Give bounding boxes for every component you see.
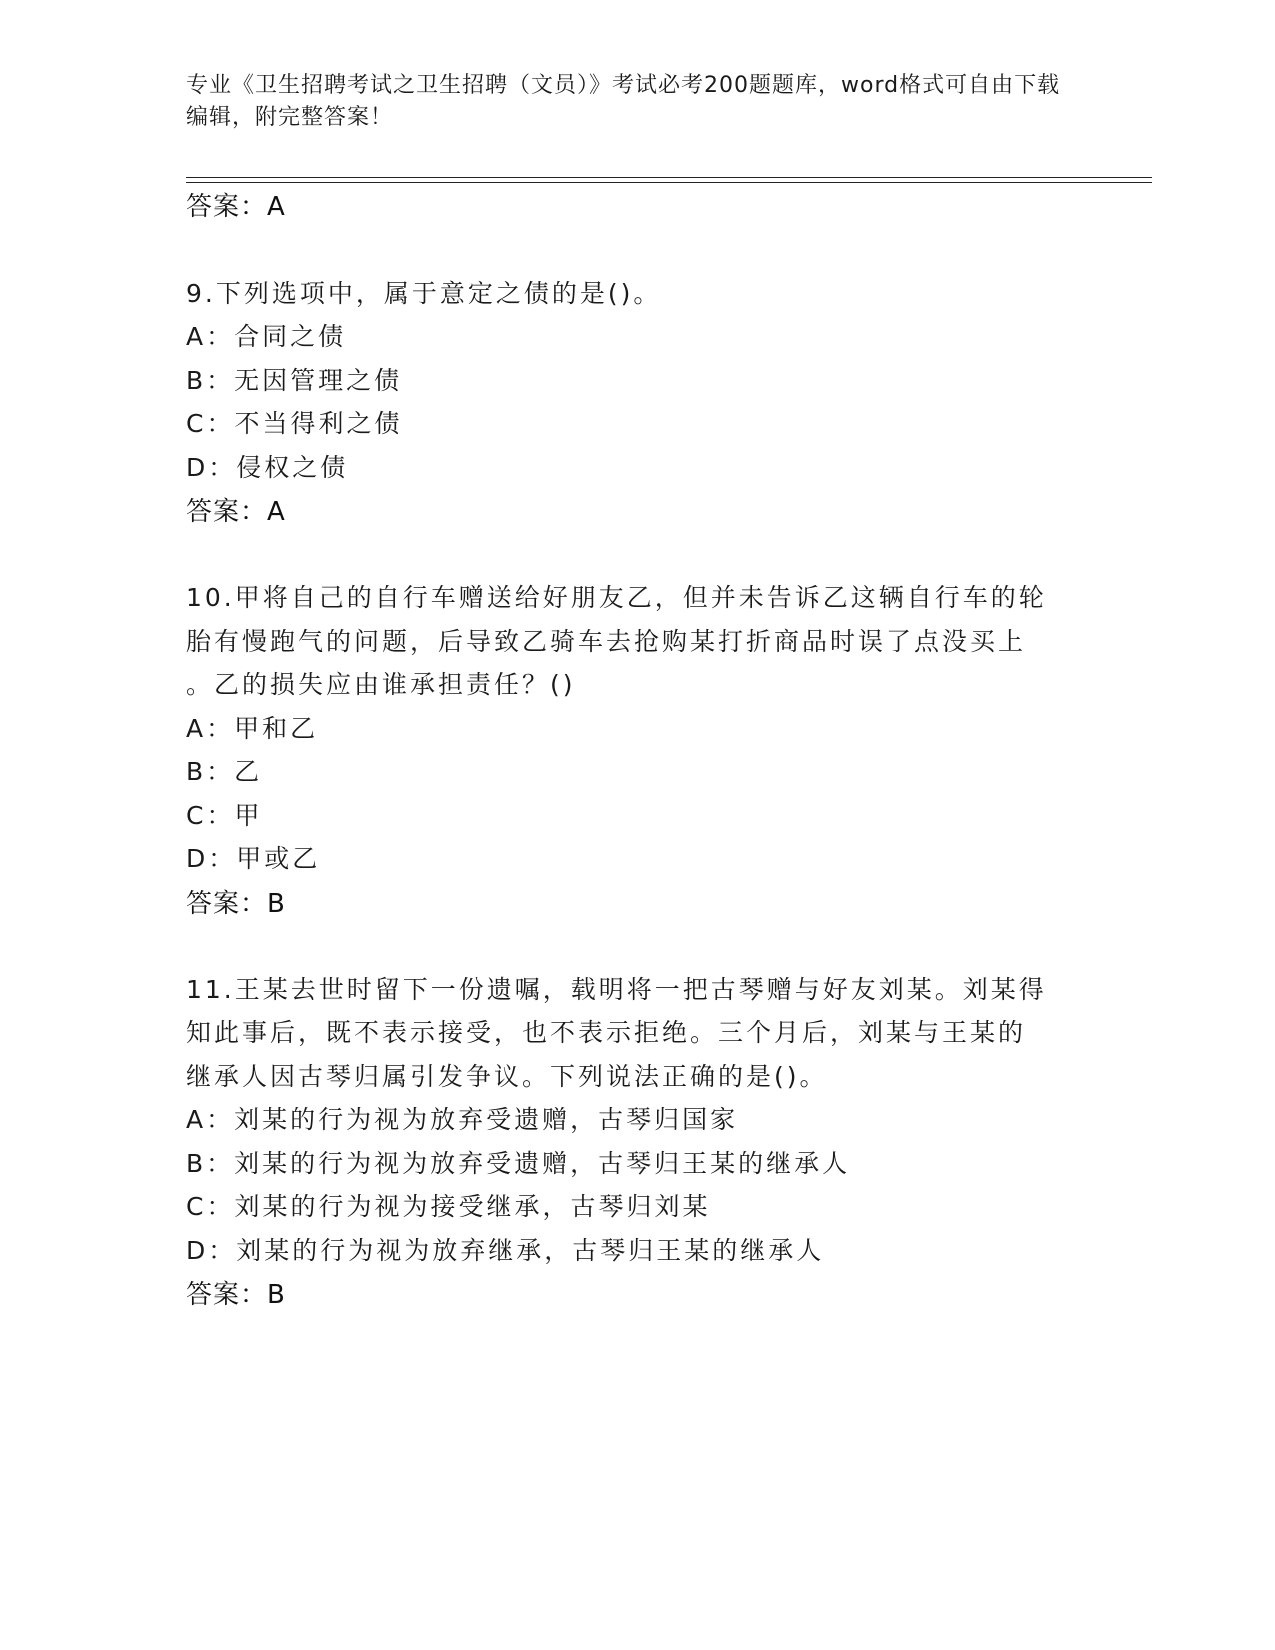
option-c: C：不当得利之债 (186, 409, 403, 438)
question-stem-line-2: 知此事后，既不表示接受，也不表示拒绝。三个月后，刘某与王某的 (186, 1018, 1027, 1047)
option-b: B：刘某的行为视为放弃受遗赠，古琴归王某的继承人 (186, 1149, 851, 1178)
answer: 答案：B (186, 1280, 286, 1310)
option-c: C：刘某的行为视为接受继承，古琴归刘某 (186, 1192, 711, 1221)
question-stem-line-2: 胎有慢跑气的问题，后导致乙骑车去抢购某打折商品时误了点没买上 (186, 627, 1027, 656)
option-a: A：合同之债 (186, 322, 347, 351)
previous-answer: 答案：A (186, 192, 286, 222)
header-rule-bottom (186, 182, 1152, 183)
option-d: D：侵权之债 (186, 453, 349, 482)
document-header: 专业《卫生招聘考试之卫生招聘（文员）》考试必考200题题库，word格式可自由下载编辑，附完整答案！ (186, 73, 1061, 130)
question-stem-line-3: 。乙的损失应由谁承担责任？() (186, 670, 576, 699)
answer: 答案：A (186, 497, 286, 527)
option-d: D：甲或乙 (186, 844, 321, 873)
option-b: B：无因管理之债 (186, 366, 403, 395)
option-c: C：甲 (186, 801, 263, 830)
header-rule-top (186, 177, 1152, 178)
question-stem: 9.下列选项中，属于意定之债的是()。 (186, 279, 662, 308)
option-b: B：乙 (186, 757, 263, 786)
question-stem-line-1: 11.王某去世时留下一份遗嘱，载明将一把古琴赠与好友刘某。刘某得 (186, 975, 1047, 1004)
question-stem-line-3: 继承人因古琴归属引发争议。下列说法正确的是()。 (186, 1062, 828, 1091)
question-stem-line-1: 10.甲将自己的自行车赠送给好朋友乙，但并未告诉乙这辆自行车的轮 (186, 583, 1047, 612)
answer: 答案：B (186, 889, 286, 919)
option-a: A：甲和乙 (186, 714, 319, 743)
option-d: D：刘某的行为视为放弃继承，古琴归王某的继承人 (186, 1236, 825, 1265)
option-a: A：刘某的行为视为放弃受遗赠，古琴归国家 (186, 1105, 739, 1134)
